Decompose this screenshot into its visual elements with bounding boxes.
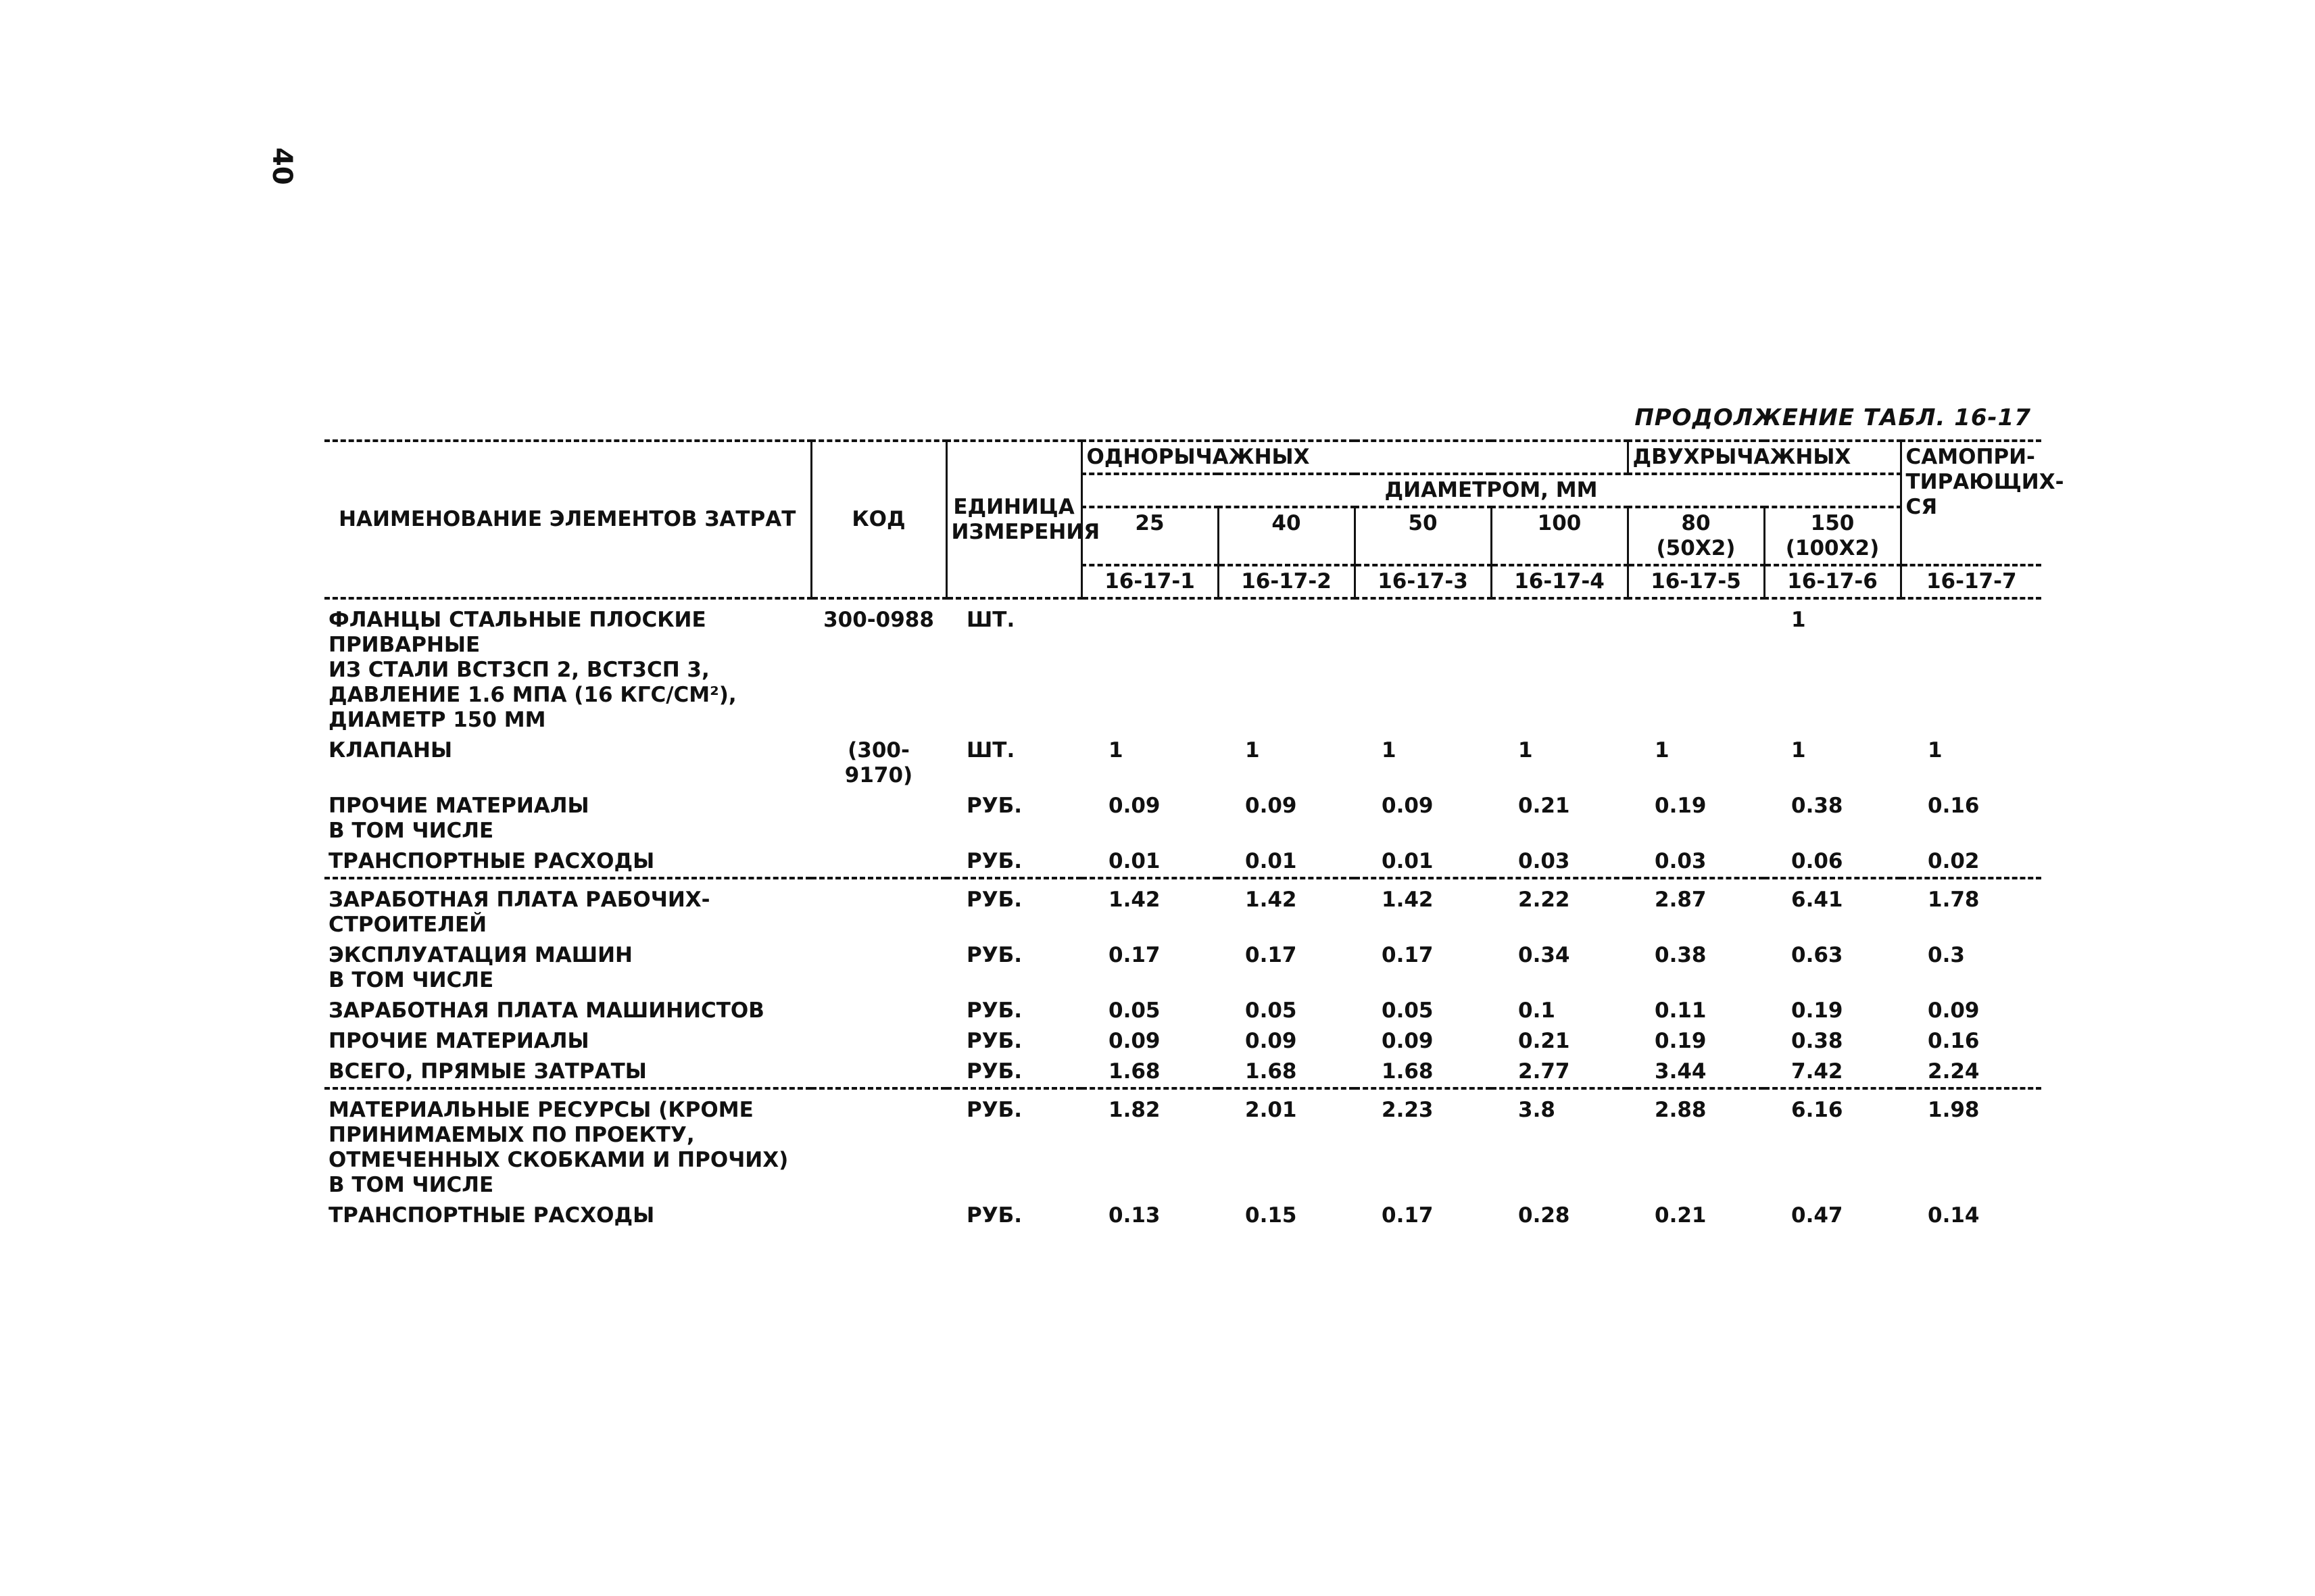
row-value-1: 0.17 xyxy=(1108,943,1161,967)
row-value-4: 2.77 xyxy=(1518,1059,1570,1084)
row-value-3: 0.01 xyxy=(1382,849,1434,873)
row-value-4: 0.1 xyxy=(1518,998,1555,1023)
row-name: ВСЕГО, ПРЯМЫЕ ЗАТРАТЫ xyxy=(328,1059,647,1084)
row-value-2: 1 xyxy=(1245,738,1260,763)
row-value-2: 0.15 xyxy=(1245,1203,1297,1228)
header-code-6: 16-17-6 xyxy=(1764,565,1901,598)
row-value-4: 0.21 xyxy=(1518,794,1570,818)
table-row xyxy=(324,940,2041,996)
row-unit: ШТ. xyxy=(967,738,1015,763)
row-value-3: 0.09 xyxy=(1382,794,1434,818)
row-value-1: 1 xyxy=(1108,738,1123,763)
header-code-1: 16-17-1 xyxy=(1081,565,1218,598)
header-size-4: 100 xyxy=(1491,507,1628,565)
table-row xyxy=(324,735,2041,791)
row-value-4: 0.28 xyxy=(1518,1203,1570,1228)
row-value-7: 1.98 xyxy=(1901,1088,2041,1201)
row-name: МАТЕРИАЛЬНЫЕ РЕСУРСЫ (КРОМЕ ПРИНИМАЕМЫХ ПО ПРОЕКТУ, ОТМЕЧЕННЫХ СКОБКАМИ И ПРОЧИХ) В ТОМ ЧИСЛЕ xyxy=(324,1088,811,1201)
row-value-2: 0.09 xyxy=(1245,1029,1297,1053)
header-size-2: 40 xyxy=(1218,507,1355,565)
row-value-3: 0.09 xyxy=(1382,1029,1434,1053)
header-size-6: 150 (100Х2) xyxy=(1764,507,1901,565)
row-value-3: 0.17 xyxy=(1382,943,1434,967)
row-value-6: 6.41 xyxy=(1764,878,1901,940)
row-value-6: 1 xyxy=(1791,608,1806,632)
table-caption: ПРОДОЛЖЕНИЕ ТАБЛ. 16-17 xyxy=(1634,404,2031,431)
table-row xyxy=(324,1057,2041,1088)
row-value-1: 1.42 xyxy=(1081,878,1218,940)
row-code: (300-9170) xyxy=(844,738,913,788)
row-value-1: 0.05 xyxy=(1108,998,1161,1023)
row-unit: РУБ. xyxy=(967,1203,1023,1228)
table-row xyxy=(324,1201,2041,1231)
row-value-3: 0.05 xyxy=(1382,998,1434,1023)
table-row xyxy=(324,878,2041,940)
row-value-1: 0.13 xyxy=(1108,1203,1161,1228)
row-value-3 xyxy=(1355,598,1491,735)
row-value-2: 1.68 xyxy=(1245,1059,1297,1084)
row-value-5: 0.19 xyxy=(1655,794,1707,818)
row-value-2: 1.42 xyxy=(1218,878,1355,940)
row-value-3: 0.17 xyxy=(1382,1203,1434,1228)
table-row xyxy=(324,791,2041,846)
row-code xyxy=(811,1088,946,1201)
row-code xyxy=(811,1026,946,1057)
row-value-2: 2.01 xyxy=(1218,1088,1355,1201)
row-value-5: 3.44 xyxy=(1655,1059,1707,1084)
row-value-4: 1 xyxy=(1518,738,1533,763)
header-code-5: 16-17-5 xyxy=(1628,565,1764,598)
row-value-6: 0.63 xyxy=(1791,943,1843,967)
row-name: КЛАПАНЫ xyxy=(328,738,453,763)
row-value-6: 0.38 xyxy=(1791,1029,1843,1053)
row-code xyxy=(811,940,946,996)
row-value-6: 0.19 xyxy=(1791,998,1843,1023)
row-name: ЗАРАБОТНАЯ ПЛАТА МАШИНИСТОВ xyxy=(328,998,764,1023)
row-value-7: 0.02 xyxy=(1928,849,1980,873)
row-name: ФЛАНЦЫ СТАЛЬНЫЕ ПЛОСКИЕ ПРИВАРНЫЕ ИЗ СТАЛИ ВСТ3СП 2, ВСТ3СП 3, ДАВЛЕНИЕ 1.6 МПА (16 КГС/СМ²), ДИАМЕТР 150 ММ xyxy=(328,608,737,732)
header-group-self: САМОПРИ-ТИРАЮЩИХ-СЯ xyxy=(1901,441,2041,565)
header-group-single: ОДНОРЫЧАЖНЫХ xyxy=(1081,441,1628,474)
row-value-6: 6.16 xyxy=(1764,1088,1901,1201)
row-unit: ШТ. xyxy=(967,608,1015,632)
row-value-2: 0.05 xyxy=(1245,998,1297,1023)
row-code xyxy=(811,1201,946,1231)
row-value-7: 0.3 xyxy=(1928,943,1965,967)
row-unit: РУБ. xyxy=(967,849,1023,873)
row-unit: РУБ. xyxy=(946,1088,1081,1201)
row-value-6: 1 xyxy=(1791,738,1806,763)
row-name: ЗАРАБОТНАЯ ПЛАТА РАБОЧИХ-СТРОИТЕЛЕЙ xyxy=(324,878,811,940)
row-value-5 xyxy=(1628,598,1764,735)
table-row xyxy=(324,598,2041,735)
row-value-7: 0.16 xyxy=(1928,1029,1980,1053)
row-value-4: 3.8 xyxy=(1491,1088,1628,1201)
row-code xyxy=(811,878,946,940)
cost-table xyxy=(324,439,2064,1231)
table-row xyxy=(324,1088,2041,1201)
row-unit: РУБ. xyxy=(967,998,1023,1023)
row-value-7: 0.09 xyxy=(1928,998,1980,1023)
row-value-5: 2.87 xyxy=(1628,878,1764,940)
row-value-3: 1.68 xyxy=(1382,1059,1434,1084)
row-value-1: 0.01 xyxy=(1108,849,1161,873)
row-name: ЭКСПЛУАТАЦИЯ МАШИН В ТОМ ЧИСЛЕ xyxy=(328,943,633,992)
row-value-2 xyxy=(1218,598,1355,735)
row-value-1: 0.09 xyxy=(1108,1029,1161,1053)
row-name: ПРОЧИЕ МАТЕРИАЛЫ В ТОМ ЧИСЛЕ xyxy=(328,794,589,843)
header-code-4: 16-17-4 xyxy=(1491,565,1628,598)
row-code: 300-0988 xyxy=(823,608,934,632)
row-value-6: 0.06 xyxy=(1791,849,1843,873)
row-value-5: 0.38 xyxy=(1655,943,1707,967)
row-value-2: 0.09 xyxy=(1245,794,1297,818)
row-value-1: 0.09 xyxy=(1108,794,1161,818)
row-value-3: 1.42 xyxy=(1355,878,1491,940)
row-value-5: 0.03 xyxy=(1655,849,1707,873)
row-unit: РУБ. xyxy=(967,943,1023,967)
row-value-5: 2.88 xyxy=(1628,1088,1764,1201)
cost-table-container xyxy=(324,439,2064,1231)
row-value-7: 0.16 xyxy=(1928,794,1980,818)
row-value-7: 1.78 xyxy=(1901,878,2041,940)
row-code xyxy=(811,1057,946,1088)
header-code-7: 16-17-7 xyxy=(1901,565,2041,598)
header-diameter: ДИАМЕТРОМ, ММ xyxy=(1081,474,1901,507)
row-value-7: 0.14 xyxy=(1928,1203,1980,1228)
row-name: ТРАНСПОРТНЫЕ РАСХОДЫ xyxy=(328,849,655,873)
row-name: ПРОЧИЕ МАТЕРИАЛЫ xyxy=(328,1029,589,1053)
header-code-3: 16-17-3 xyxy=(1355,565,1491,598)
row-value-5: 0.21 xyxy=(1655,1203,1707,1228)
row-value-7 xyxy=(1901,598,2041,735)
table-row xyxy=(324,996,2041,1026)
row-name: ТРАНСПОРТНЫЕ РАСХОДЫ xyxy=(328,1203,655,1228)
header-name: НАИМЕНОВАНИЕ ЭЛЕМЕНТОВ ЗАТРАТ xyxy=(324,441,811,598)
row-unit: РУБ. xyxy=(967,794,1023,818)
row-code xyxy=(811,791,946,846)
header-code: КОД xyxy=(811,441,946,598)
row-code xyxy=(811,996,946,1026)
page-number: 40 xyxy=(266,147,297,185)
row-value-6: 0.47 xyxy=(1791,1203,1843,1228)
row-unit: РУБ. xyxy=(946,878,1081,940)
row-unit: РУБ. xyxy=(967,1029,1023,1053)
table-body xyxy=(324,598,2041,1231)
row-value-1: 1.82 xyxy=(1081,1088,1218,1201)
row-value-5: 0.11 xyxy=(1655,998,1707,1023)
row-value-5: 0.19 xyxy=(1655,1029,1707,1053)
row-value-5: 1 xyxy=(1655,738,1670,763)
table-header xyxy=(324,441,2064,598)
header-size-1: 25 xyxy=(1081,507,1218,565)
row-value-4: 0.34 xyxy=(1518,943,1570,967)
row-value-7: 2.24 xyxy=(1928,1059,1980,1084)
row-value-4: 2.22 xyxy=(1491,878,1628,940)
header-size-3: 50 xyxy=(1355,507,1491,565)
row-value-3: 2.23 xyxy=(1355,1088,1491,1201)
row-value-4: 0.03 xyxy=(1518,849,1570,873)
row-value-4: 0.21 xyxy=(1518,1029,1570,1053)
row-value-1 xyxy=(1081,598,1218,735)
row-value-6: 0.38 xyxy=(1791,794,1843,818)
row-value-1: 1.68 xyxy=(1108,1059,1161,1084)
header-group-double: ДВУХРЫЧАЖНЫХ xyxy=(1628,441,1901,474)
row-value-2: 0.17 xyxy=(1245,943,1297,967)
row-value-7: 1 xyxy=(1928,738,1943,763)
header-code-2: 16-17-2 xyxy=(1218,565,1355,598)
table-row xyxy=(324,846,2041,878)
header-size-5: 80 (50Х2) xyxy=(1628,507,1764,565)
row-unit: РУБ. xyxy=(967,1059,1023,1084)
row-value-6: 7.42 xyxy=(1791,1059,1843,1084)
header-unit: ЕДИНИЦА ИЗМЕРЕНИЯ xyxy=(946,441,1081,598)
row-value-3: 1 xyxy=(1382,738,1396,763)
table-row xyxy=(324,1026,2041,1057)
row-code xyxy=(811,846,946,878)
row-value-2: 0.01 xyxy=(1245,849,1297,873)
row-value-4 xyxy=(1491,598,1628,735)
